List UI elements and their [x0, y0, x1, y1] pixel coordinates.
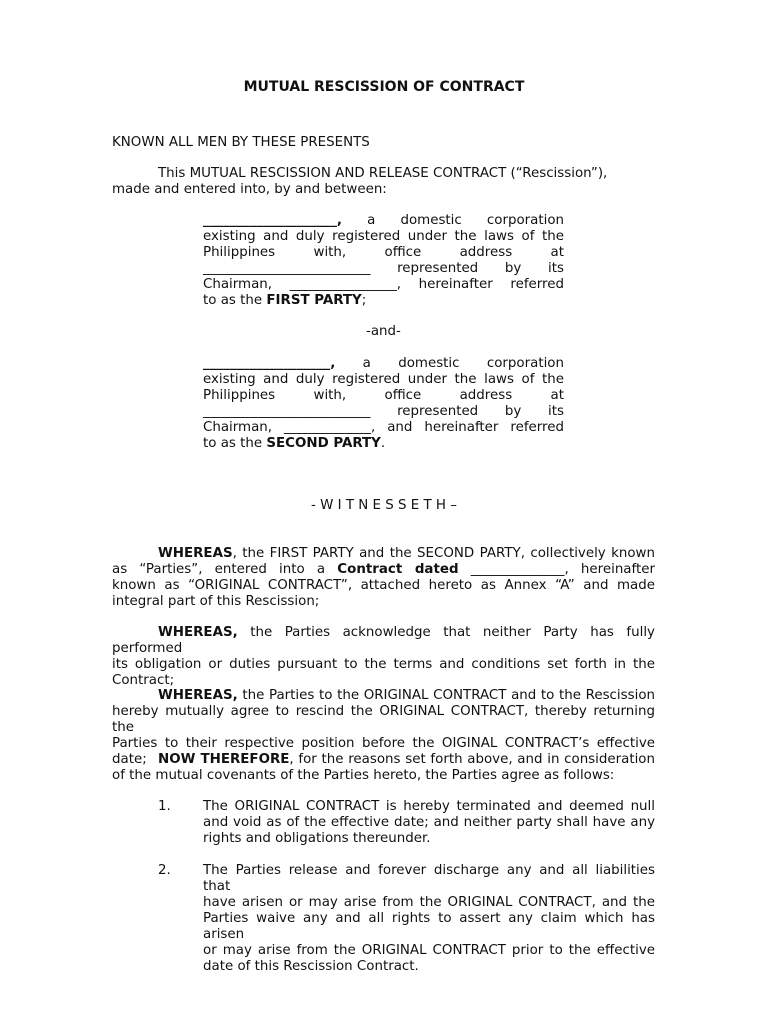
- whereas-2-line-2: its obligation or duties pursuant to the terms and conditions set forth in the: [112, 657, 655, 672]
- now-therefore-line-1: NOW THEREFORE, for the reasons set forth above, and in consideration: [158, 752, 655, 767]
- whereas-3-line-2: hereby mutually agree to rescind the ORIGINAL CONTRACT, thereby returning the: [112, 704, 655, 735]
- now-therefore-label: NOW THEREFORE: [158, 752, 290, 767]
- whereas-2-line-1: WHEREAS, the Parties acknowledge that neither Party has fully performed: [112, 625, 655, 656]
- second-party-line-6: to as the SECOND PARTY.: [203, 436, 386, 451]
- whereas-1-line-1: WHEREAS, the FIRST PARTY and the SECOND PARTY, collectively known: [158, 546, 655, 561]
- whereas-paragraph-1: [112, 546, 655, 610]
- witnesseth-heading: - W I T N E S S E T H –: [311, 498, 457, 513]
- first-party-line-3: Philippines with, office address at: [203, 245, 564, 260]
- first-party-block: [203, 213, 564, 309]
- contract-dated-label: Contract dated: [337, 562, 459, 577]
- second-party-line-2: existing and duly registered under the laws of the: [203, 372, 564, 387]
- first-party-line-4: _________________________ represented by its: [203, 261, 564, 276]
- and-separator: -and-: [366, 324, 401, 339]
- whereas-1-line-4: integral part of this Rescission;: [112, 594, 320, 609]
- item-2-line-4: or may arise from the ORIGINAL CONTRACT prior to the effective: [203, 943, 655, 958]
- first-party-line-1: ____________________, a domestic corporation: [203, 213, 564, 228]
- intro-line-2: made and entered into, by and between:: [112, 182, 387, 197]
- whereas-2-line-3: Contract;: [112, 673, 175, 688]
- item-2-number: 2.: [158, 863, 171, 878]
- second-party-line-5: Chairman, _____________, and hereinafter referred: [203, 420, 564, 435]
- item-2-line-2: have arisen or may arise from the ORIGINAL CONTRACT, and the: [203, 895, 655, 910]
- whereas-3-line-3: Parties to their respective position before the OIGINAL CONTRACT’s effective date;: [112, 736, 655, 767]
- known-all-men-heading: KNOWN ALL MEN BY THESE PRESENTS: [112, 135, 370, 150]
- whereas-paragraph-2: [112, 625, 655, 689]
- item-1-line-3: rights and obligations thereunder.: [203, 831, 431, 846]
- intro-line-1: This MUTUAL RESCISSION AND RELEASE CONTRACT (“Rescission”),: [158, 166, 608, 181]
- intro-paragraph: [112, 166, 657, 198]
- first-party-name-blank: ____________________,: [203, 213, 342, 228]
- second-party-block: [203, 356, 564, 452]
- item-2-line-3: Parties waive any and all rights to assert any claim which has arisen: [203, 911, 655, 942]
- first-party-line-6: to as the FIRST PARTY;: [203, 293, 367, 308]
- whereas-1-label: WHEREAS: [158, 546, 233, 561]
- first-party-line-2: existing and duly registered under the laws of the: [203, 229, 564, 244]
- item-1-number: 1.: [158, 799, 171, 814]
- second-party-line-4: _________________________ represented by its: [203, 404, 564, 419]
- document-title: MUTUAL RESCISSION OF CONTRACT: [243, 79, 525, 95]
- whereas-3-line-1: WHEREAS, the Parties to the ORIGINAL CONTRACT and to the Rescission: [158, 688, 655, 703]
- whereas-2-label: WHEREAS,: [158, 625, 238, 640]
- item-1-line-1: The ORIGINAL CONTRACT is hereby terminated and deemed null: [203, 799, 655, 814]
- whereas-1-line-2: as “Parties”, entered into a Contract dated ______________, hereinafter: [112, 562, 655, 577]
- item-2-line-1: The Parties release and forever discharge any and all liabilities that: [203, 863, 655, 894]
- now-therefore-line-2: of the mutual covenants of the Parties hereto, the Parties agree as follows:: [112, 768, 615, 783]
- whereas-1-line-3: known as “ORIGINAL CONTRACT”, attached hereto as Annex “A” and made: [112, 578, 655, 593]
- item-1-line-2: and void as of the effective date; and neither party shall have any: [203, 815, 655, 830]
- item-2-line-5: date of this Rescission Contract.: [203, 959, 419, 974]
- second-party-line-3: Philippines with, office address at: [203, 388, 564, 403]
- now-therefore-paragraph: [112, 752, 655, 784]
- first-party-label: FIRST PARTY: [266, 293, 362, 308]
- first-party-line-5: Chairman, ________________, hereinafter referred: [203, 277, 564, 292]
- item-1-text: [203, 799, 655, 847]
- second-party-label: SECOND PARTY: [266, 436, 381, 451]
- item-2-text: [203, 863, 655, 975]
- whereas-3-label: WHEREAS,: [158, 688, 238, 703]
- second-party-line-1: ___________________, a domestic corporation: [203, 356, 564, 371]
- second-party-name-blank: ___________________,: [203, 356, 336, 371]
